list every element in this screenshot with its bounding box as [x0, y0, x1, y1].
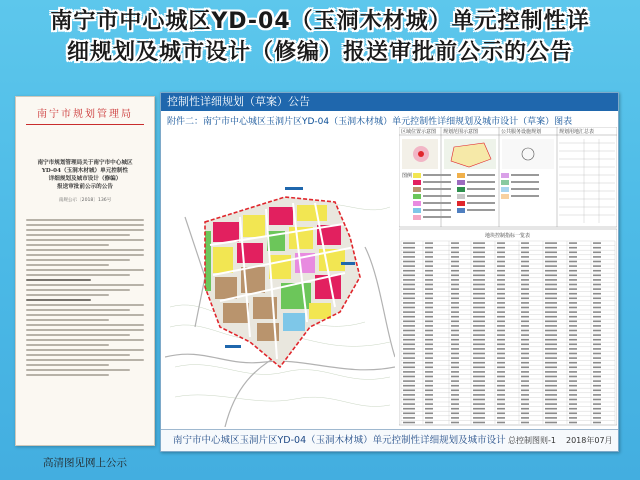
notice-doc-number: 南规公示〔2018〕136号 [58, 198, 112, 203]
notice-title-line: 南宁市规划管理局关于南宁市中心城区 [37, 160, 133, 166]
legend-title: 图例 [402, 173, 413, 179]
table-title: 地块控制指标一览表 [485, 233, 531, 239]
land-use-map[interactable] [165, 127, 395, 427]
top-panels [399, 127, 617, 227]
hd-image-caption: 高清图见网上公示 [43, 457, 127, 469]
board-footer-title: 南宁市中心城区玉洞片区YD-04（玉洞木材城）单元控制性详细规划及城市设计 [173, 435, 506, 446]
plan-board [160, 92, 619, 452]
board-footer [161, 429, 618, 451]
panel-label-facilities: 公共服务设施规划 [501, 129, 542, 135]
side-panels [399, 127, 617, 427]
panel-label-location: 区域位置示意图 [401, 129, 437, 135]
notice-body-text [26, 219, 144, 376]
notice-document [15, 96, 155, 446]
page-title-line-2: 细规划及城市设计（修编）报送审批前公示的公告 [66, 40, 573, 65]
sheet-code: 总控制图则-1 [508, 436, 556, 445]
panel-label-summary: 规划用地汇总表 [559, 129, 595, 135]
notice-title-line: YD-04（玉洞木材城）单元控制性 [41, 168, 129, 174]
notice-title-line: 详细规划及城市设计（修编） [48, 176, 122, 182]
plan-date: 2018年07月 [566, 436, 613, 445]
panel-label-range: 规划范围示意图 [443, 129, 479, 135]
board-header: 控制性详细规划（草案）公告 [161, 93, 618, 111]
notice-org-name: 南宁市规划管理局 [26, 105, 144, 125]
page-title-line-1: 南宁市中心城区YD-04（玉洞木材城）单元控制性详 [50, 9, 590, 34]
board-subtitle: 附件二：南宁市中心城区玉洞片区YD-04（玉洞木材城）单元控制性详细规划及城市设计（草案）图表 [167, 117, 573, 127]
notice-title-line: 报送审批前公示的公告 [57, 184, 113, 190]
page-title [0, 6, 640, 68]
indicator-table [399, 229, 617, 425]
notice-title [26, 159, 144, 191]
